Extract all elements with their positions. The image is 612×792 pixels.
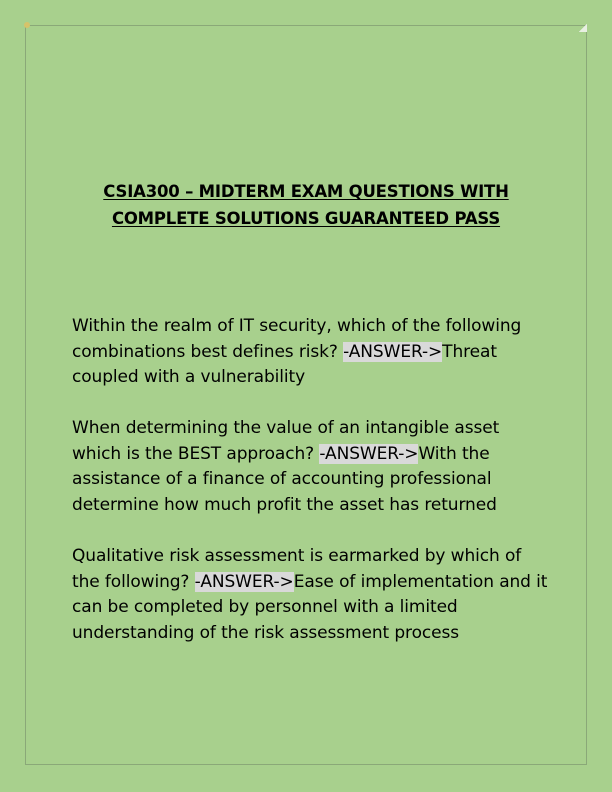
document-title [60,178,552,232]
question-text: Within the realm of IT security, which of the following combinations best defines risk? [72,316,522,362]
answer-text: With the assistance of a finance of accounting professional determine how much profit the asset has returned [72,443,497,515]
page-border [25,25,587,765]
answer-text: Threat coupled with a vulnerability [72,341,497,387]
title-line-2: COMPLETE SOLUTIONS GUARANTEED PASS [111,209,501,228]
page-fold-icon [579,24,587,32]
answer-marker: -ANSWER-> [194,571,294,592]
answer-marker: -ANSWER-> [319,443,419,464]
qa-item-1 [72,314,552,391]
answer-text: Ease of implementation and it can be completed by personnel with a limited understanding of the risk assessment process [72,571,548,643]
corner-marker-icon [24,22,30,28]
question-text: When determining the value of an intangible asset which is the BEST approach? [72,418,500,464]
answer-marker: -ANSWER-> [343,341,443,362]
question-text: Qualitative risk assessment is earmarked by which of the following? [72,546,522,592]
qa-item-2 [72,416,552,518]
title-line-1: CSIA300 – MIDTERM EXAM QUESTIONS WITH [103,182,509,201]
qa-item-3 [72,544,552,646]
